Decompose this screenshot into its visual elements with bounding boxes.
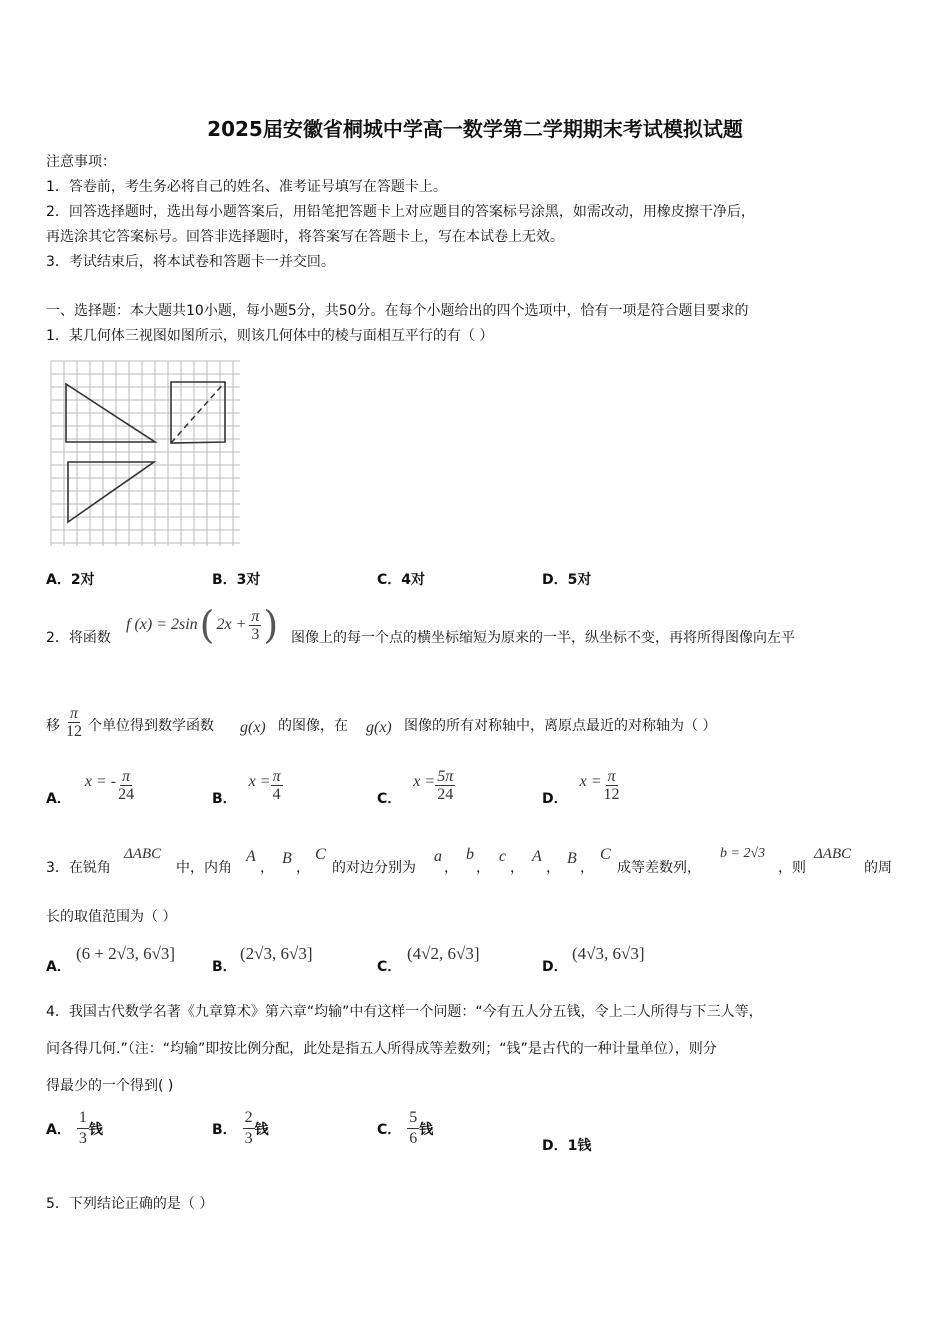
q2-option-a	[46, 762, 136, 808]
q5-stem: 5．下列结论正确的是（ ）	[46, 1196, 214, 1212]
q2-option-d-num: π	[607, 767, 616, 785]
q2-fraction-pi-12	[64, 705, 84, 740]
q4-line-1: 4．我国古代数学名著《九章算术》第六章“均输”中有这样一个问题：“今有五人分五钱，令上二人所得与下三人等，	[46, 1004, 763, 1020]
q2-function-formula	[126, 603, 280, 647]
q2-num: 2．将函数	[46, 630, 111, 646]
q4-option-a-fraction	[77, 1108, 89, 1149]
q2-option-d-den: 12	[603, 785, 620, 803]
q4-option-c-fraction	[407, 1108, 419, 1149]
q4-option-b-fraction	[243, 1108, 255, 1149]
q4-option-c-den: 6	[409, 1130, 418, 1147]
q2-text-2b: 个单位得到数学函数	[88, 718, 214, 734]
q3-text-4: 成等差数列，	[617, 860, 701, 876]
q3-option-a-label: A．	[46, 959, 71, 975]
q2-option-c-num: 5π	[437, 767, 454, 785]
q3-text-1: 3．在锐角	[46, 860, 111, 876]
q4-option-b	[212, 1108, 269, 1149]
q4-option-b-num: 2	[243, 1108, 255, 1129]
q3-option-b-label: B．	[212, 959, 237, 975]
q1-option-c: C．4对	[377, 572, 426, 588]
q2-option-b-fraction	[271, 768, 283, 803]
q4-option-b-den: 3	[244, 1130, 253, 1147]
figure-grid	[51, 361, 240, 546]
notice-line-1: 1．答卷前，考生务必将自己的姓名、准考证号填写在答题卡上。	[46, 179, 447, 195]
q1-option-a: A．2对	[46, 572, 95, 588]
q2-option-a-num: π	[122, 767, 131, 785]
q1-stem: 1．某几何体三视图如图所示，则该几何体中的棱与面相互平行的有（ ）	[46, 328, 494, 344]
q3-option-b-expr: (2√3, 6√3]	[240, 944, 313, 963]
q4-option-a-unit: 钱	[88, 1121, 103, 1138]
q3-text-3: 的对边分别为	[332, 860, 416, 876]
notice-line-3: 3．考试结束后，将本试卷和答题卡一并交回。	[46, 254, 335, 270]
q3-side-c: c	[499, 848, 507, 865]
q4-option-b-unit: 钱	[254, 1121, 269, 1138]
q4-option-a-den: 3	[78, 1130, 87, 1147]
q3-text-7: 长的取值范围为（ ）	[46, 909, 177, 925]
q2-text-2d: 图像的所有对称轴中，离原点最近的对称轴为（ ）	[404, 718, 717, 734]
q3-comma-1: ，	[260, 860, 274, 876]
q3-option-a-expr: (6 + 2√3, 6√3]	[76, 944, 176, 963]
q2-func-inner: 2x +	[216, 616, 247, 633]
q2-option-d	[542, 762, 622, 808]
q2-option-d-fraction	[602, 768, 622, 803]
top-view-triangle	[68, 462, 154, 522]
q4-option-b-label: B．	[212, 1121, 237, 1138]
three-view-figure	[48, 358, 244, 548]
q4-option-a-num: 1	[77, 1108, 89, 1129]
q4-option-d	[542, 1135, 591, 1155]
q2-option-d-lhs: x =	[579, 773, 602, 790]
q3-angle-c-2: C	[600, 846, 611, 863]
q2-option-c-lhs: x =	[413, 773, 436, 790]
q2-option-b	[212, 762, 283, 808]
q4-option-c-unit: 钱	[419, 1121, 434, 1138]
q4-option-d-label: D．	[542, 1138, 568, 1154]
q2-option-a-fraction	[116, 768, 136, 803]
q2-option-d-label: D．	[542, 791, 568, 807]
q2-option-c-label: C．	[377, 791, 402, 807]
q3-triangle-abc-2: ΔABC	[814, 846, 852, 862]
q4-option-a-label: A．	[46, 1121, 71, 1138]
q2-option-b-num: π	[272, 767, 281, 785]
q4-option-c-num: 5	[407, 1108, 419, 1129]
q2-twelve: 12	[66, 723, 82, 740]
q4-option-c	[377, 1108, 433, 1149]
q2-gx-1: g(x)	[240, 719, 266, 736]
q3-side-a: a	[434, 848, 442, 865]
q2-fraction-pi-3	[249, 608, 261, 643]
q2-text-2c: 的图像，在	[278, 718, 348, 734]
q3-b-value: b = 2√3	[720, 846, 766, 861]
q2-option-c	[377, 762, 455, 808]
q2-gx-2: g(x)	[366, 719, 392, 736]
q3-angle-b: B	[282, 850, 292, 867]
q4-line-3: 得最少的一个得到( )	[46, 1078, 174, 1094]
q2-option-c-fraction	[435, 768, 455, 803]
q4-line-2: 问各得几何.”（注：“均输”即按比例分配，此处是指五人所得成等差数列；“钱”是古代的一种计量单位），则分	[46, 1041, 717, 1057]
q3-option-d-expr: (4√3, 6√3]	[572, 944, 645, 963]
q2-left-paren: (	[199, 603, 215, 647]
notice-line-2b: 再选涂其它答案标号。回答非选择题时，将答案写在答题卡上，写在本试卷上无效。	[46, 229, 564, 245]
q3-option-c-expr: (4√2, 6√3]	[407, 944, 480, 963]
q2-option-a-label: A．	[46, 791, 71, 807]
q3-text-5: ，则	[778, 860, 806, 876]
q3-side-b: b	[466, 846, 474, 863]
q1-option-b: B．3对	[212, 572, 261, 588]
q2-pi: π	[251, 607, 260, 625]
q2-text-2a: 移	[46, 718, 60, 734]
q2-option-a-lhs: x = -	[84, 773, 117, 790]
q3-angle-a: A	[246, 848, 256, 865]
q4-option-d-text: 1钱	[567, 1138, 592, 1154]
notice-line-2a: 2．回答选择题时，选出每小题答案后，用铅笔把答题卡上对应题目的答案标号涂黑，如需改动，用橡皮擦干净后，	[46, 204, 755, 220]
q2-text-1: 图像上的每一个点的横坐标缩短为原来的一半，纵坐标不变，再将所得图像向左平	[291, 630, 795, 646]
q3-comma-7: ，	[580, 860, 594, 876]
q3-comma-4: ，	[476, 860, 490, 876]
page-title: 2025届安徽省桐城中学高一数学第二学期期末考试模拟试题	[207, 117, 743, 141]
q2-three: 3	[251, 625, 260, 643]
q3-comma-3: ，	[444, 860, 458, 876]
notice-heading: 注意事项：	[46, 154, 116, 170]
section-heading: 一、选择题：本大题共10小题，每小题5分，共50分。在每个小题给出的四个选项中，恰有一项是符合题目要求的	[46, 303, 749, 319]
q3-comma-6: ，	[546, 860, 560, 876]
q2-right-paren: )	[263, 603, 279, 647]
q3-option-c-label: C．	[377, 959, 402, 975]
q2-option-b-label: B．	[212, 791, 237, 807]
q3-angle-a-2: A	[532, 848, 542, 865]
q2-option-c-den: 24	[437, 785, 454, 803]
q3-comma-5: ，	[510, 860, 524, 876]
q3-option-d-label: D．	[542, 959, 568, 975]
q3-comma-2: ，	[296, 860, 310, 876]
q2-pi-12-num: π	[69, 705, 78, 722]
q4-option-a	[46, 1108, 103, 1149]
q2-option-a-den: 24	[118, 785, 135, 803]
q2-option-b-den: 4	[272, 785, 281, 803]
q3-triangle-abc-1: ΔABC	[124, 846, 162, 862]
q1-option-d: D．5对	[542, 572, 592, 588]
q2-option-b-lhs: x =	[248, 773, 271, 790]
q3-text-2: 中，内角	[176, 860, 232, 876]
q2-func-lhs: f (x) = 2sin	[126, 616, 198, 633]
q3-angle-b-2: B	[567, 850, 577, 867]
q3-angle-c: C	[315, 846, 326, 863]
q3-text-6: 的周	[864, 860, 892, 876]
q4-option-c-label: C．	[377, 1121, 402, 1138]
